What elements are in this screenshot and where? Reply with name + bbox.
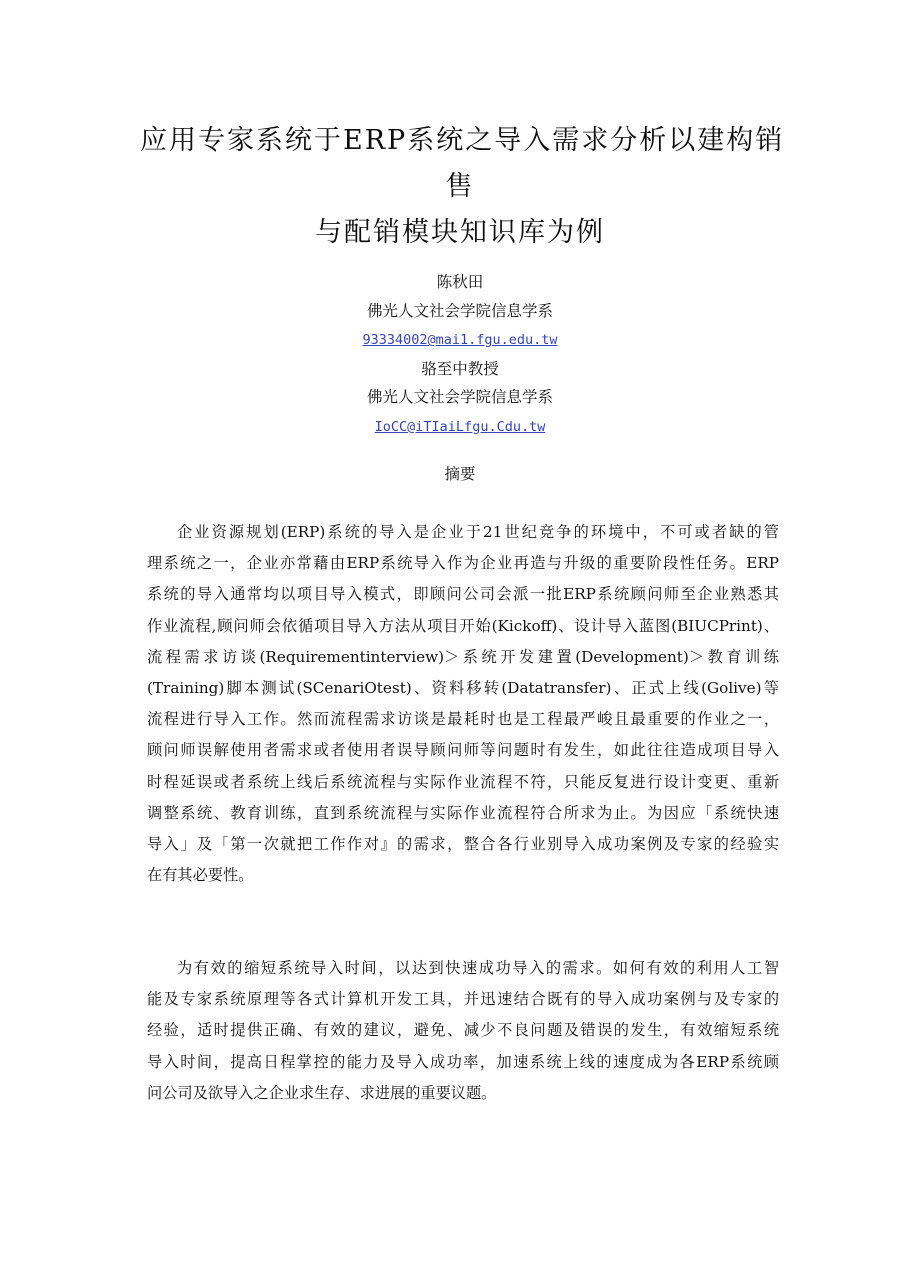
author-email-link[interactable]: 93334002@mai1.fgu.edu.tw bbox=[362, 332, 558, 348]
paragraph-line: 导入时间，提高日程掌控的能力及导入成功率，加速系统上线的速度成为各ERP系统顾 bbox=[147, 1052, 779, 1071]
abstract-heading: 摘要 bbox=[444, 465, 476, 483]
coauthor-name: 骆至中教授 bbox=[421, 359, 499, 378]
paper-title bbox=[140, 118, 785, 256]
paragraph-line: 系统的导入通常均以项目导入模式，即顾问公司会派一批ERP系统顾问师至企业熟悉其 bbox=[147, 585, 779, 604]
paragraph-line: 问公司及欲导入之企业求生存、求进展的重要议题。 bbox=[147, 1083, 497, 1102]
paragraph-line: 经验，适时提供正确、有效的建议，避免、减少不良问题及错误的发生，有效缩短系统 bbox=[147, 1021, 779, 1040]
author-affiliation: 佛光人文社会学院信息学系 bbox=[366, 301, 553, 320]
paragraph-line: 调整系统、教育训练，直到系统流程与实际作业流程符合所求为止。为因应「系统快速 bbox=[147, 803, 779, 822]
abstract-paragraph-2 bbox=[147, 953, 779, 1109]
paragraph-line: 在有其必要性。 bbox=[147, 866, 254, 885]
paragraph-line: 流程需求访谈(Requirementinterview)＞系统开发建置(Development)＞教育训练 bbox=[147, 647, 779, 666]
paragraph-line: 理系统之一，企业亦常藉由ERP系统导入作为企业再造与升级的重要阶段性任务。ERP bbox=[147, 554, 779, 573]
title-line-2: 售 bbox=[445, 171, 475, 202]
coauthor-affiliation: 佛光人文社会学院信息学系 bbox=[366, 388, 553, 406]
coauthor-email-link[interactable]: IoCC@iTIaiLfgu.Cdu.tw bbox=[374, 418, 546, 435]
title-line-1: 应用专家系统于ERP系统之导入需求分析以建构销 bbox=[140, 125, 785, 156]
paragraph-line: 时程延误或者系统上线后系统流程与实际作业流程不符，只能反复进行设计变更、重新 bbox=[147, 772, 779, 791]
author-name: 陈秋田 bbox=[436, 273, 484, 291]
paragraph-line: 作业流程,顾问师会依循项目导入方法从项目开始(Kickoff)、设计导入蓝图(BIUCPrint)、 bbox=[147, 616, 779, 635]
abstract-paragraph-1 bbox=[147, 517, 779, 891]
paragraph-line: 为有效的缩短系统导入时间，以达到快速成功导入的需求。如何有效的利用人工智 bbox=[177, 959, 779, 977]
author-block bbox=[260, 268, 660, 441]
paragraph-line: 企业资源规划(ERP)系统的导入是企业于21世纪竞争的环境中，不可或者缺的管 bbox=[177, 523, 779, 541]
paragraph-line: 能及专家系统原理等各式计算机开发工具，并迅速结合既有的导入成功案例与及专家的 bbox=[147, 990, 779, 1009]
paragraph-line: 顾问师误解使用者需求或者使用者误导顾问师等问题时有发生，如此往往造成项目导入 bbox=[147, 741, 779, 760]
paragraph-line: 流程进行导入工作。然而流程需求访谈是最耗时也是工程最严峻且最重要的作业之一， bbox=[147, 710, 779, 729]
paragraph-line: 导入」及「第一次就把工作作对』的需求，整合各行业别导入成功案例及专家的经验实 bbox=[147, 834, 779, 853]
title-line-3: 与配销模块知识库为例 bbox=[315, 217, 605, 248]
paragraph-line: (Training)脚本测试(SCenariOtest)、资料移转(Datatransfer)、正式上线(Golive)等 bbox=[147, 678, 779, 697]
